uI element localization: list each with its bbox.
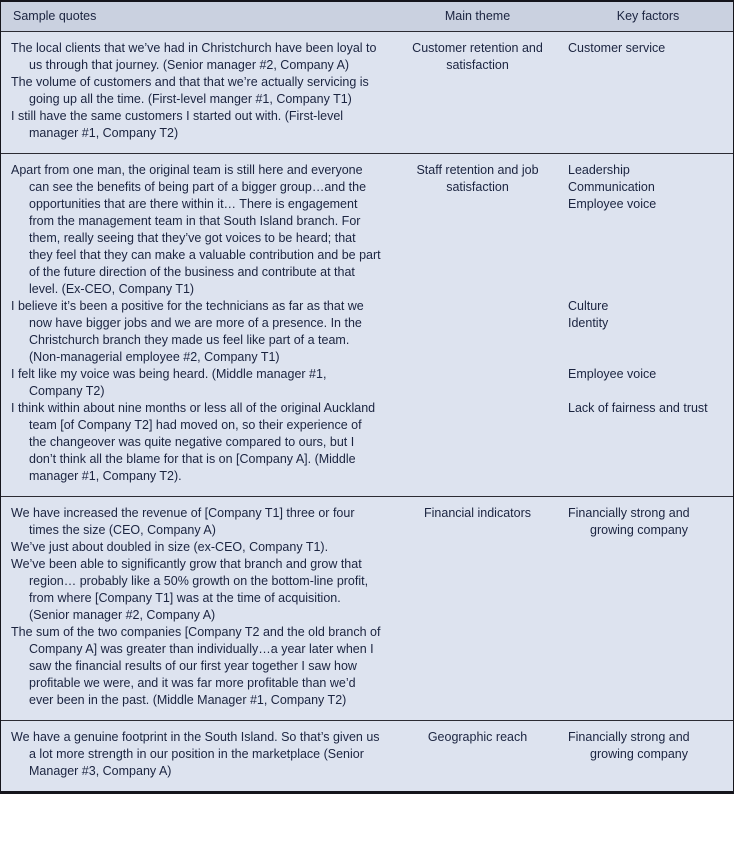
quote-cell [1, 298, 391, 366]
quote-text: The local clients that we’ve had in Christchurch have been loyal to us through that journey. (Senior manager #2, Company A) [11, 41, 377, 72]
key-factor-text: Employee voice [568, 367, 657, 381]
table-row [1, 624, 733, 709]
quote-cell [1, 366, 391, 400]
theme-cell [391, 366, 564, 400]
main-theme-text: Geographic reach [427, 730, 528, 744]
quote-text: We have increased the revenue of [Company T1] three or four times the size (CEO, Company A) [11, 506, 355, 537]
table-row [1, 40, 733, 74]
key-factor-text: Lack of fairness and trust [568, 401, 708, 415]
key-factor-text: Leadership [568, 163, 630, 177]
column-header-sample-quotes: Sample quotes [13, 9, 97, 23]
key-factor-text: Financially strong and growing company [568, 730, 690, 761]
quote-text: The volume of customers and that that we’re actually servicing is going up all the time. (First-level manger #1, Company T1) [11, 75, 369, 106]
key-factor-text: Customer service [568, 41, 666, 55]
quote-cell [1, 40, 391, 74]
theme-cell [391, 298, 564, 366]
table-row [1, 162, 733, 298]
key-factor-text: Employee voice [568, 197, 657, 211]
table-group-staff-retention [1, 153, 733, 496]
quote-text: I felt like my voice was being heard. (Middle manager #1, Company T2) [11, 367, 327, 398]
key-factor-text: Communication [568, 180, 655, 194]
table-row [1, 400, 733, 485]
table-row [1, 108, 733, 142]
theme-cell [391, 729, 564, 780]
theme-cell [391, 505, 564, 539]
quote-cell [1, 729, 391, 780]
table-row [1, 505, 733, 539]
key-factor-text: Culture [568, 299, 609, 313]
factors-cell [564, 400, 732, 485]
factors-cell [564, 298, 732, 366]
table-row [1, 556, 733, 624]
main-theme-text: Financial indicators [424, 506, 531, 520]
key-factor-text: Identity [568, 316, 609, 330]
main-theme-text: Staff retention and job satisfaction [416, 163, 539, 194]
quote-text: The sum of the two companies [Company T2 and the old branch of Company A] was greater than individually…a year later when I saw the financial results of our first year together I saw how profitable we were, and it was far more profitable than we’d ever been in the past. (Middle Manager #1, Company T2) [11, 625, 381, 707]
table-group-financial-indicators [1, 496, 733, 720]
quote-cell [1, 505, 391, 539]
quote-text: I believe it’s been a positive for the technicians as far as that we now have bigger jobs and we are more of a presence. In the Christchurch branch they made us feel like part of a team. (Non-managerial employee #2, Company T1) [11, 299, 364, 364]
key-factor-text: Financially strong and growing company [568, 506, 690, 537]
theme-cell [391, 400, 564, 485]
quote-cell [1, 108, 391, 142]
table-row [1, 729, 733, 780]
quote-cell [1, 400, 391, 485]
quote-cell [1, 556, 391, 624]
quote-cell [1, 74, 391, 108]
factors-cell [564, 40, 732, 74]
factors-cell [564, 162, 732, 298]
quote-text: We’ve just about doubled in size (ex-CEO, Company T1). [11, 540, 329, 554]
quote-cell [1, 539, 391, 556]
table-header [1, 2, 733, 32]
table-row [1, 366, 733, 400]
quote-text: Apart from one man, the original team is still here and everyone can see the benefits of being part of a bigger group…and the opportunities that are there within it… There is engagement from the management team in that South Island branch. For them, really seeing that they’ve got voices to be heard; that they feel that they can make a valuable contribution and be part of the future direction of the business and contribute at that level. (Ex-CEO, Company T1) [11, 163, 381, 296]
factors-cell [564, 729, 732, 780]
quote-text: We have a genuine footprint in the South Island. So that’s given us a lot more strength in our position in the marketplace (Senior Manager #3, Company A) [11, 730, 380, 778]
quote-text: We’ve been able to significantly grow that branch and grow that region… probably like a 50% growth on the bottom-line profit, from where [Company T1] was at the time of acquisition. (Senior manager #2, Company A) [11, 557, 369, 622]
table-row [1, 298, 733, 366]
theme-cell [391, 162, 564, 298]
quote-text: I think within about nine months or less all of the original Auckland team [of Company T2] had moved on, so their experience of the changeover was quite negative compared to ours, but I don’t think all the blame for that is on [Company A]. (Middle manager #1, Company T2). [11, 401, 376, 483]
factors-cell [564, 366, 732, 400]
column-header-key-factors: Key factors [616, 9, 680, 23]
table-group-customer-retention [1, 32, 733, 153]
column-header-main-theme: Main theme [444, 9, 511, 23]
factors-cell [564, 505, 732, 539]
main-theme-text: Customer retention and satisfaction [412, 41, 543, 72]
quote-text: I still have the same customers I started out with. (First-level manager #1, Company T2) [11, 109, 344, 140]
quote-cell [1, 162, 391, 298]
table-group-geographic-reach [1, 720, 733, 791]
quote-cell [1, 624, 391, 709]
table-row [1, 74, 733, 108]
theme-cell [391, 40, 564, 74]
table-row [1, 539, 733, 556]
